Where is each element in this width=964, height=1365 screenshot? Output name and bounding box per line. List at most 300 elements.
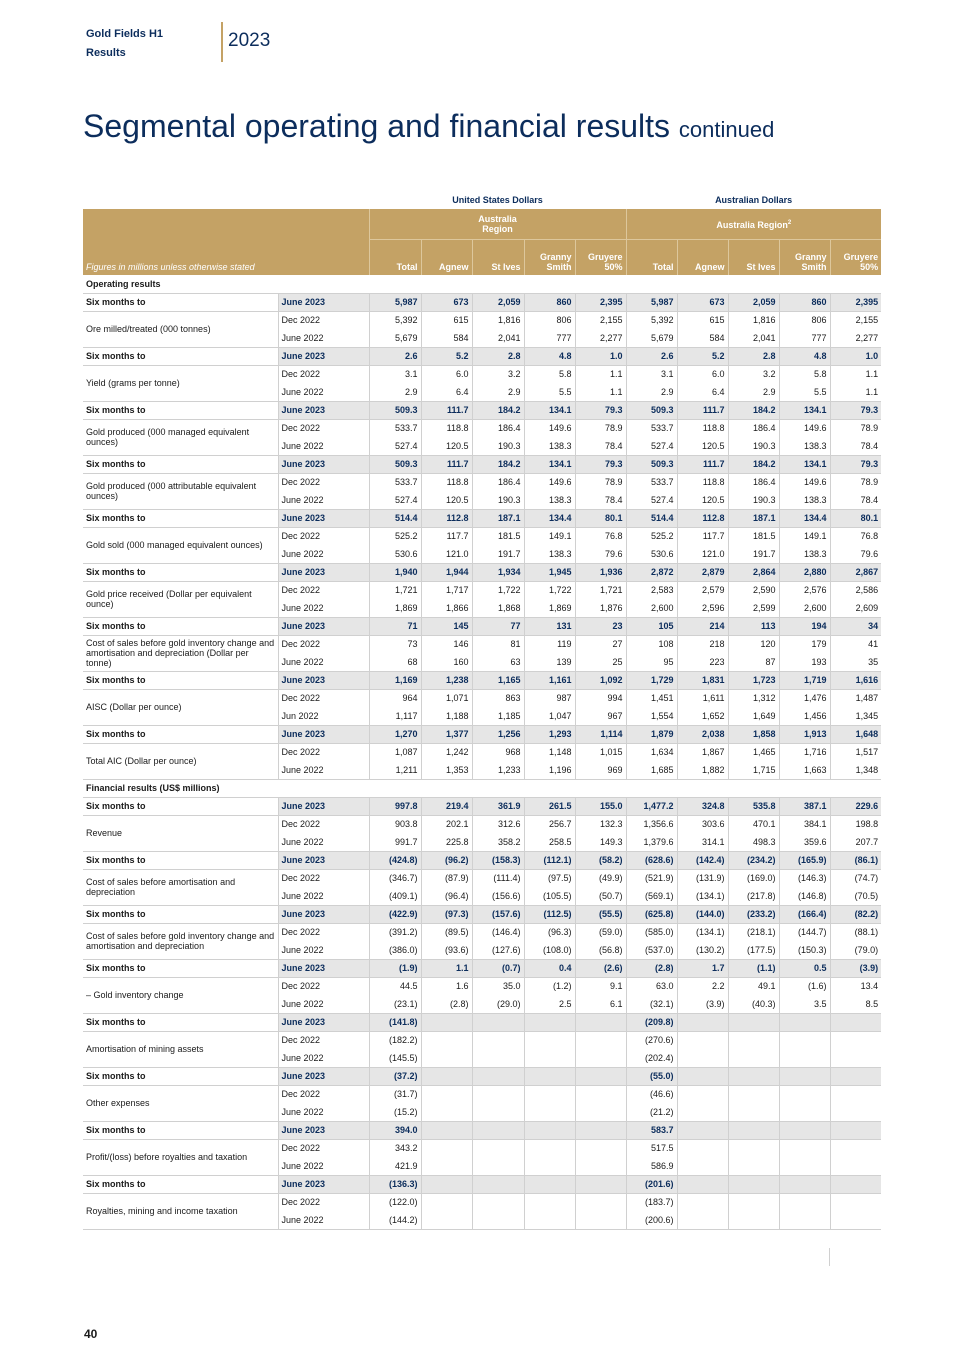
value-cell (524, 1067, 575, 1085)
value-cell: 111.7 (421, 401, 472, 419)
value-cell: 113 (728, 617, 779, 635)
value-cell: 1,015 (575, 743, 626, 761)
period-cell: Dec 2022 (278, 689, 369, 707)
value-cell: (87.9) (421, 869, 472, 887)
value-cell: 1,831 (677, 671, 728, 689)
value-cell: 2,879 (677, 563, 728, 581)
value-cell: (97.3) (421, 905, 472, 923)
value-cell (779, 1121, 830, 1139)
value-cell: (142.4) (677, 851, 728, 869)
value-cell (728, 1103, 779, 1121)
value-cell: 117.7 (421, 527, 472, 545)
metric-label: Revenue (83, 815, 278, 851)
value-cell: (218.1) (728, 923, 779, 941)
value-cell: 138.3 (524, 545, 575, 563)
table-header (83, 191, 881, 275)
page-number: 40 (84, 1327, 98, 1341)
region-header-row (83, 209, 881, 240)
value-cell: 527.4 (369, 491, 421, 509)
value-cell: 964 (369, 689, 421, 707)
value-cell: 79.6 (575, 545, 626, 563)
value-cell (830, 1031, 881, 1049)
value-cell (779, 1049, 830, 1067)
value-cell (728, 1193, 779, 1211)
value-cell: (146.4) (472, 923, 524, 941)
period-cell: June 2022 (278, 653, 369, 671)
value-cell: 1,293 (524, 725, 575, 743)
metric-label: Amortisation of mining assets (83, 1031, 278, 1067)
value-cell: 673 (421, 293, 472, 311)
value-cell: 219.4 (421, 797, 472, 815)
aud-currency-header: Australian Dollars (715, 195, 793, 205)
value-cell: 2,579 (677, 581, 728, 599)
value-cell: 108 (626, 635, 677, 653)
value-cell: 967 (575, 707, 626, 725)
value-cell: 79.3 (575, 401, 626, 419)
value-cell (524, 1049, 575, 1067)
value-cell: 1.1 (575, 365, 626, 383)
table-row (83, 725, 881, 743)
usd-region-label: Australia Region (478, 214, 517, 234)
usd-region-header (369, 209, 626, 240)
value-cell: (130.2) (677, 941, 728, 959)
value-cell: (233.2) (728, 905, 779, 923)
value-cell: 121.0 (677, 545, 728, 563)
value-cell: 863 (472, 689, 524, 707)
value-cell: 81 (472, 635, 524, 653)
table-row (83, 689, 881, 707)
value-cell: (112.1) (524, 851, 575, 869)
value-cell: 68 (369, 653, 421, 671)
value-cell: (21.2) (626, 1103, 677, 1121)
value-cell: 358.2 (472, 833, 524, 851)
metric-label: Cost of sales before gold inventory change and amortisation and depreciation (Dollar per tonne) (83, 635, 278, 671)
value-cell: 134.1 (779, 401, 830, 419)
value-cell: 1.1 (575, 383, 626, 401)
period-cell: June 2023 (278, 347, 369, 365)
value-cell: 5.5 (524, 383, 575, 401)
period-cell: June 2023 (278, 509, 369, 527)
value-cell: 111.7 (421, 455, 472, 473)
value-cell: 5,987 (369, 293, 421, 311)
period-cell: Dec 2022 (278, 527, 369, 545)
value-cell (677, 1103, 728, 1121)
value-cell: 87 (728, 653, 779, 671)
value-cell: (88.1) (830, 923, 881, 941)
table-row (83, 959, 881, 977)
period-cell: June 2023 (278, 905, 369, 923)
value-cell: 149.1 (524, 527, 575, 545)
table-row (83, 509, 881, 527)
value-cell: 987 (524, 689, 575, 707)
metric-label: Cost of sales before gold inventory change and amortisation and depreciation (83, 923, 278, 959)
value-cell: 806 (779, 311, 830, 329)
value-cell: 132.3 (575, 815, 626, 833)
table-row (83, 1013, 881, 1031)
value-cell: 191.7 (472, 545, 524, 563)
value-cell: 79.3 (830, 401, 881, 419)
value-cell (728, 1067, 779, 1085)
value-cell: (569.1) (626, 887, 677, 905)
value-cell: (144.0) (677, 905, 728, 923)
period-cell: Dec 2022 (278, 473, 369, 491)
period-cell: June 2023 (278, 1121, 369, 1139)
value-cell (524, 1013, 575, 1031)
value-cell: 1,611 (677, 689, 728, 707)
table-row (83, 671, 881, 689)
column-header: Total (626, 240, 677, 276)
value-cell: 138.3 (779, 437, 830, 455)
value-cell: 1,233 (472, 761, 524, 779)
value-cell: (111.4) (472, 869, 524, 887)
value-cell: 179 (779, 635, 830, 653)
period-cell: June 2022 (278, 833, 369, 851)
period-cell: June 2022 (278, 1157, 369, 1175)
value-cell (421, 1175, 472, 1193)
value-cell: 1,117 (369, 707, 421, 725)
value-cell (728, 1049, 779, 1067)
value-cell: 139 (524, 653, 575, 671)
row-label: Six months to (83, 725, 278, 743)
value-cell: (32.1) (626, 995, 677, 1013)
value-cell: (234.2) (728, 851, 779, 869)
value-cell: 994 (575, 689, 626, 707)
period-cell: Dec 2022 (278, 581, 369, 599)
value-cell: 256.7 (524, 815, 575, 833)
period-cell: Dec 2022 (278, 977, 369, 995)
value-cell (677, 1013, 728, 1031)
metric-label: Gold produced (000 managed equivalent ounces) (83, 419, 278, 455)
value-cell: 138.3 (524, 491, 575, 509)
value-cell: 76.8 (575, 527, 626, 545)
value-cell: 968 (472, 743, 524, 761)
period-cell: June 2022 (278, 1049, 369, 1067)
table-row (83, 977, 881, 995)
value-cell: 190.3 (472, 437, 524, 455)
value-cell: 145 (421, 617, 472, 635)
table-row (83, 869, 881, 887)
value-cell: 1,165 (472, 671, 524, 689)
period-cell: June 2022 (278, 545, 369, 563)
value-cell: 2,059 (728, 293, 779, 311)
value-cell: 78.4 (830, 437, 881, 455)
value-cell: 138.3 (524, 437, 575, 455)
value-cell: 498.3 (728, 833, 779, 851)
value-cell: (56.8) (575, 941, 626, 959)
value-cell: 2,586 (830, 581, 881, 599)
value-cell: 1.0 (830, 347, 881, 365)
value-cell: (59.0) (575, 923, 626, 941)
value-cell (421, 1121, 472, 1139)
column-header: Agnew (421, 240, 472, 276)
value-cell: 5.8 (779, 365, 830, 383)
value-cell: (58.2) (575, 851, 626, 869)
value-cell: 2,395 (830, 293, 881, 311)
value-cell: 1,649 (728, 707, 779, 725)
value-cell: 49.1 (728, 977, 779, 995)
value-cell (677, 1085, 728, 1103)
metric-label: Royalties, mining and income taxation (83, 1193, 278, 1229)
value-cell: 2,277 (830, 329, 881, 347)
value-cell: 421.9 (369, 1157, 421, 1175)
value-cell (575, 1049, 626, 1067)
value-cell: 1.0 (575, 347, 626, 365)
table-row (83, 1193, 881, 1211)
table-row (83, 851, 881, 869)
page-title-main: Segmental operating and financial results (83, 108, 671, 144)
value-cell: 2,277 (575, 329, 626, 347)
value-cell (575, 1121, 626, 1139)
period-cell: Dec 2022 (278, 311, 369, 329)
value-cell: 146 (421, 635, 472, 653)
value-cell: 2,576 (779, 581, 830, 599)
metric-label: Ore milled/treated (000 tonnes) (83, 311, 278, 347)
value-cell: 186.4 (472, 473, 524, 491)
table-row (83, 1121, 881, 1139)
value-cell: 1,868 (472, 599, 524, 617)
metric-label: Total AIC (Dollar per ounce) (83, 743, 278, 779)
section-heading: Financial results (US$ millions) (83, 779, 881, 797)
value-cell: 194 (779, 617, 830, 635)
value-cell: 223 (677, 653, 728, 671)
period-cell: Dec 2022 (278, 923, 369, 941)
value-cell: (3.9) (677, 995, 728, 1013)
value-cell (677, 1157, 728, 1175)
value-cell: 1,047 (524, 707, 575, 725)
value-cell: 1,944 (421, 563, 472, 581)
value-cell: (422.9) (369, 905, 421, 923)
value-cell: 6.0 (677, 365, 728, 383)
metric-label: AISC (Dollar per ounce) (83, 689, 278, 725)
value-cell: 583.7 (626, 1121, 677, 1139)
table-row (83, 1139, 881, 1157)
value-cell: 1,161 (524, 671, 575, 689)
value-cell: 79.6 (830, 545, 881, 563)
value-cell: 384.1 (779, 815, 830, 833)
value-cell (472, 1211, 524, 1229)
value-cell: 149.6 (779, 419, 830, 437)
value-cell: 860 (524, 293, 575, 311)
value-cell: (346.7) (369, 869, 421, 887)
period-cell: June 2022 (278, 941, 369, 959)
value-cell (830, 1085, 881, 1103)
value-cell: 777 (779, 329, 830, 347)
value-cell: 514.4 (626, 509, 677, 527)
value-cell: 187.1 (728, 509, 779, 527)
value-cell: (150.3) (779, 941, 830, 959)
value-cell: 1,087 (369, 743, 421, 761)
value-cell: 80.1 (575, 509, 626, 527)
value-cell: 535.8 (728, 797, 779, 815)
value-cell (779, 1157, 830, 1175)
value-cell (524, 1121, 575, 1139)
period-cell: June 2023 (278, 617, 369, 635)
period-cell: June 2022 (278, 437, 369, 455)
value-cell: 1,663 (779, 761, 830, 779)
value-cell: 138.3 (779, 491, 830, 509)
value-cell: 190.3 (728, 437, 779, 455)
period-cell: June 2022 (278, 1211, 369, 1229)
value-cell: (79.0) (830, 941, 881, 959)
value-cell: 149.6 (524, 419, 575, 437)
value-cell: (1.6) (779, 977, 830, 995)
value-cell: 186.4 (728, 473, 779, 491)
value-cell: 71 (369, 617, 421, 635)
value-cell: 1.7 (677, 959, 728, 977)
value-cell (421, 1013, 472, 1031)
column-header: Gruyere 50% (575, 240, 626, 276)
value-cell: 1,936 (575, 563, 626, 581)
value-cell: 134.4 (524, 509, 575, 527)
value-cell (472, 1085, 524, 1103)
value-cell: 13.4 (830, 977, 881, 995)
table-row (83, 1175, 881, 1193)
value-cell (779, 1175, 830, 1193)
value-cell: 149.6 (779, 473, 830, 491)
period-cell: Dec 2022 (278, 419, 369, 437)
value-cell (472, 1175, 524, 1193)
value-cell: (50.7) (575, 887, 626, 905)
value-cell: 105 (626, 617, 677, 635)
value-cell (779, 1085, 830, 1103)
value-cell: 1,716 (779, 743, 830, 761)
value-cell: 509.3 (626, 455, 677, 473)
row-label: Six months to (83, 797, 278, 815)
value-cell: 2.9 (626, 383, 677, 401)
value-cell: 2,596 (677, 599, 728, 617)
value-cell: 111.7 (677, 455, 728, 473)
row-label: Six months to (83, 959, 278, 977)
column-header-row (83, 240, 881, 276)
value-cell (421, 1139, 472, 1157)
value-cell: 1.1 (421, 959, 472, 977)
table-row (83, 401, 881, 419)
value-cell: 5.5 (779, 383, 830, 401)
value-cell: 6.4 (677, 383, 728, 401)
value-cell: 2.2 (677, 977, 728, 995)
table-row (83, 923, 881, 941)
value-cell: 134.1 (779, 455, 830, 473)
value-cell: 118.8 (677, 473, 728, 491)
value-cell: 138.3 (779, 545, 830, 563)
value-cell: (97.5) (524, 869, 575, 887)
aud-region-footnote: 2 (787, 220, 792, 226)
period-cell: June 2022 (278, 887, 369, 905)
column-header: Gruyere 50% (830, 240, 881, 276)
value-cell (830, 1175, 881, 1193)
value-cell: (49.9) (575, 869, 626, 887)
section-heading: Operating results (83, 275, 881, 293)
value-cell (728, 1121, 779, 1139)
value-cell: 134.4 (779, 509, 830, 527)
value-cell: 359.6 (779, 833, 830, 851)
value-cell: 1,858 (728, 725, 779, 743)
table-row (83, 1067, 881, 1085)
value-cell: (156.6) (472, 887, 524, 905)
value-cell: 1,211 (369, 761, 421, 779)
value-cell: 95 (626, 653, 677, 671)
column-header: Granny Smith (779, 240, 830, 276)
value-cell (524, 1085, 575, 1103)
value-cell: 0.4 (524, 959, 575, 977)
value-cell: (424.8) (369, 851, 421, 869)
value-cell: (209.8) (626, 1013, 677, 1031)
value-cell: 1,456 (779, 707, 830, 725)
value-cell (830, 1139, 881, 1157)
value-cell: 5,392 (626, 311, 677, 329)
column-header: Total (369, 240, 421, 276)
value-cell: 2,600 (626, 599, 677, 617)
value-cell: 343.2 (369, 1139, 421, 1157)
value-cell: 615 (421, 311, 472, 329)
value-cell: 78.9 (830, 473, 881, 491)
value-cell (472, 1013, 524, 1031)
period-cell: June 2023 (278, 563, 369, 581)
value-cell: 27 (575, 635, 626, 653)
value-cell: 517.5 (626, 1139, 677, 1157)
value-cell: (521.9) (626, 869, 677, 887)
value-cell (575, 1157, 626, 1175)
value-cell: 2,155 (830, 311, 881, 329)
value-cell (728, 1139, 779, 1157)
value-cell: 514.4 (369, 509, 421, 527)
value-cell (677, 1067, 728, 1085)
value-cell: 1,816 (728, 311, 779, 329)
value-cell: 6.1 (575, 995, 626, 1013)
value-cell: 324.8 (677, 797, 728, 815)
value-cell: (217.8) (728, 887, 779, 905)
value-cell: 112.8 (677, 509, 728, 527)
report-header (86, 25, 163, 63)
value-cell: 1,869 (369, 599, 421, 617)
period-cell: June 2022 (278, 329, 369, 347)
value-cell: (55.5) (575, 905, 626, 923)
value-cell: 1,071 (421, 689, 472, 707)
value-cell: 1,634 (626, 743, 677, 761)
value-cell: 80.1 (830, 509, 881, 527)
row-label: Six months to (83, 617, 278, 635)
value-cell: 527.4 (626, 437, 677, 455)
period-cell: June 2022 (278, 491, 369, 509)
value-cell: 44.5 (369, 977, 421, 995)
value-cell (779, 1013, 830, 1031)
row-label: Six months to (83, 401, 278, 419)
value-cell: 584 (677, 329, 728, 347)
value-cell (677, 1175, 728, 1193)
period-cell: Dec 2022 (278, 1031, 369, 1049)
value-cell: 1,719 (779, 671, 830, 689)
value-cell: (145.5) (369, 1049, 421, 1067)
value-cell: 5,679 (626, 329, 677, 347)
value-cell: 1,476 (779, 689, 830, 707)
value-cell: 2,583 (626, 581, 677, 599)
value-cell: 225.8 (421, 833, 472, 851)
value-cell: (122.0) (369, 1193, 421, 1211)
value-cell: 190.3 (728, 491, 779, 509)
value-cell: 1,312 (728, 689, 779, 707)
row-label: Six months to (83, 905, 278, 923)
value-cell: 1,379.6 (626, 833, 677, 851)
value-cell: 78.4 (575, 437, 626, 455)
value-cell: 1,616 (830, 671, 881, 689)
value-cell: 3.1 (626, 365, 677, 383)
table-row (83, 1031, 881, 1049)
row-label: Six months to (83, 509, 278, 527)
table-row (83, 815, 881, 833)
value-cell: (82.2) (830, 905, 881, 923)
value-cell: 202.1 (421, 815, 472, 833)
value-cell (472, 1193, 524, 1211)
